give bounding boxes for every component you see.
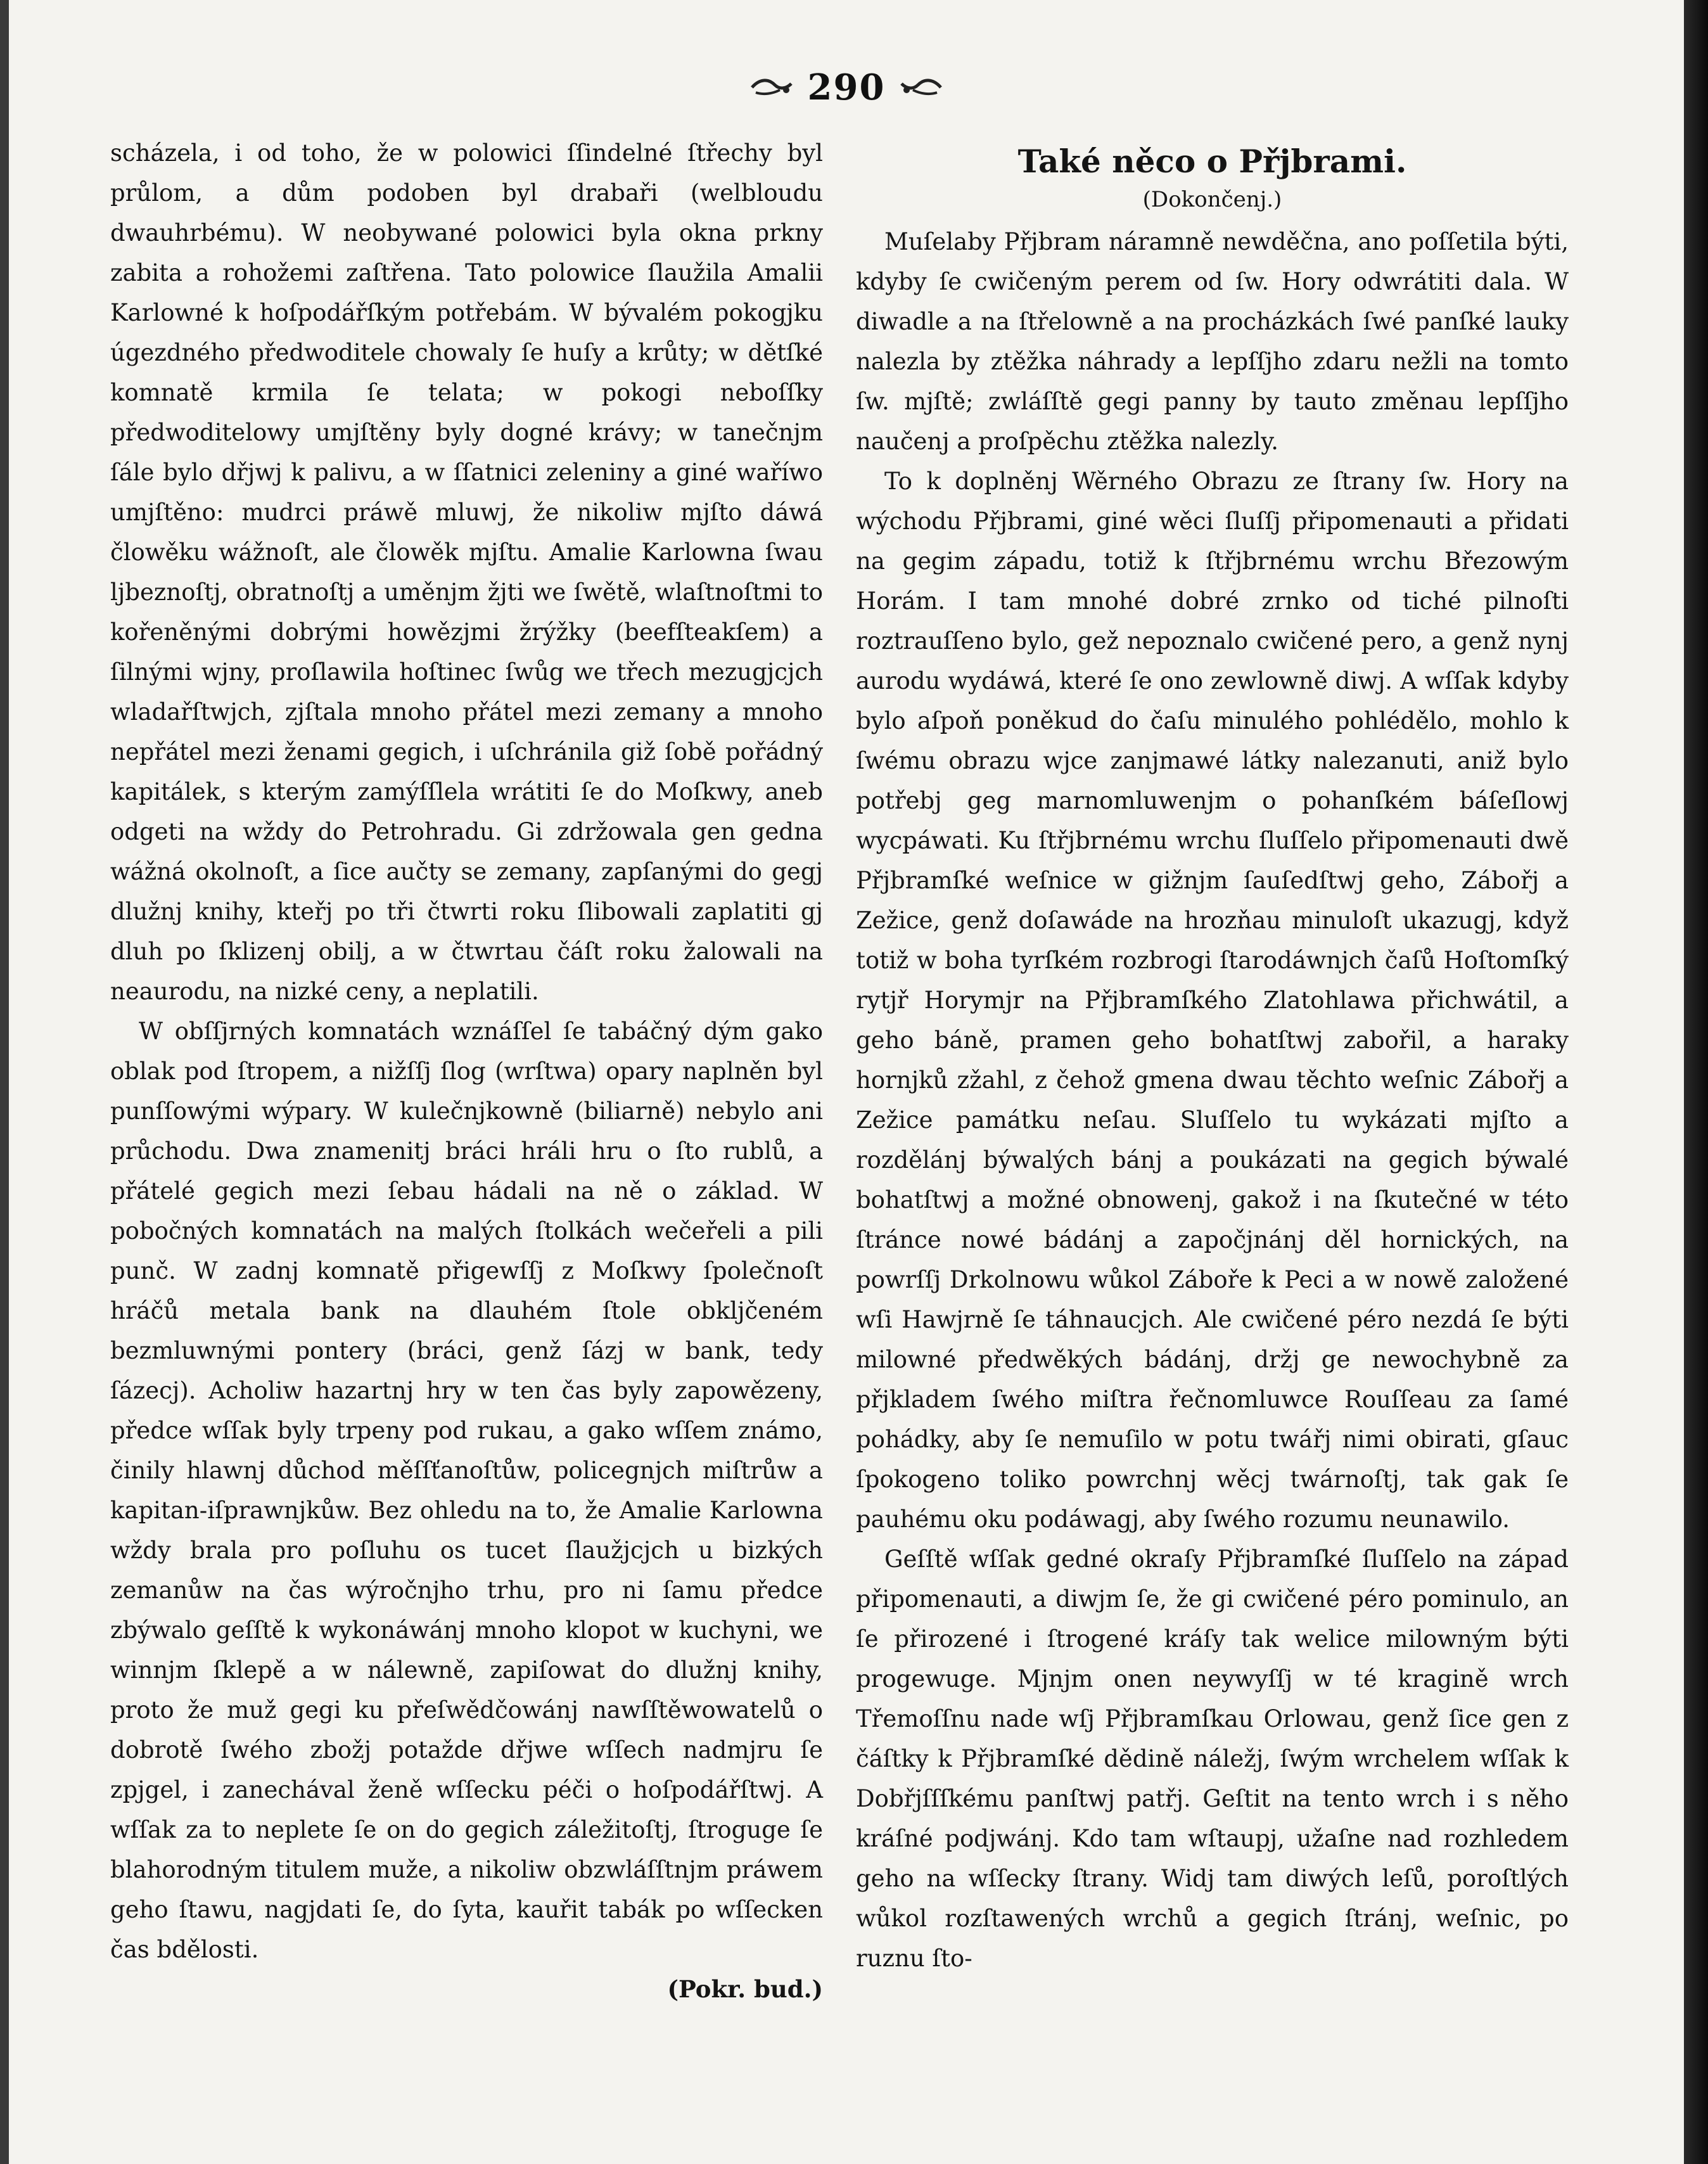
right-paragraph-1: Muſelaby Přjbram náramně newděčna, ano poſſetila býti, kdyby ſe cwičeným perem od ſw. Hory odwrátiti dala. W diwadle a na ſtřelowně a na procházkách ſwé panſké lauky nalezla by ztěžka náhrady a lepſſjho zdaru nežli na tomto ſw. mjſtě; zwláſſtě gegi panny by tauto změnau lepſſjho naučenj a proſpěchu ztěžka nalezly.	[856, 228, 1569, 455]
right-column	[856, 133, 1569, 1978]
right-paragraph-2: To k doplněnj Wěrného Obrazu ze ſtrany ſw. Hory na wýchodu Přjbrami, giné wěci ſluſſj připomenauti a přidati na gegim západu, totiž k ſtřjbrnému wrchu Březowým Horám. I tam mnohé dobré zrnko od tiché pilnoſti roztrauſſeno bylo, gež nepoznalo cwičené pero, a genž nynj aurodu wydáwá, které ſe ono zewlowně diwj. A wſſak kdyby bylo aſpoň poněkud do čaſu minulého pohlédělo, mohlo k ſwému obrazu wjce zanjmawé látky nalezanuti, aniž bylo potřebj geg marnomluwenjm o pohanſkém báſeſlowj wycpáwati. Ku ſtřjbrnému wrchu ſluſſelo připomenauti dwě Přjbramſké weſnice w gižnjm ſauſedſtwj geho, Zábořj a Zežice, genž doſawáde na hrozňau minuloſt ukazugj, když totiž w boha tyrſkém rozbrogi ſtarodáwnjch čaſů Hoſtomſký rytjř Horymjr na Přjbramſkého Zlatohlawa přichwátil, a geho báně, pramen geho bohatſtwj zabořil, a haraky hornjků zžahl, z čehož gmena dwau těchto weſnic Zábořj a Zežice památku neſau. Sluſſelo tu wykázati mjſto a rozdělánj býwalých bánj a poukázati na gegich býwalé bohatſtwj a možné obnowenj, gakož i na ſkutečné w této ſtránce nowé bádánj a započjnánj děl hornických, na powrſſj Drkolnowu wůkol Záboře k Peci a w nowě založené wſi Hawjrně ſe táhnaucjch. Ale cwičené péro nezdá ſe býti milowné předwěkých bádánj, držj ge newochybně za přjkladem ſwého miſtra řečnomluwce Rouſſeau za ſamé pohádky, aby ſe nemuſilo w potu twářj nimi obirati, gſauc ſpokogeno toliko powrchnj wěcj twárnoſtj, tak gak ſe pauhému oku podáwagj, aby ſwého rozumu neunawilo.	[856, 468, 1569, 1533]
book-binding-edge	[1684, 0, 1708, 2164]
book-page	[9, 0, 1684, 2164]
right-ornament-icon	[899, 76, 943, 99]
page-header	[9, 62, 1684, 113]
page-number: 290	[807, 67, 886, 108]
article-subtitle: (Dokončenj.)	[1142, 187, 1282, 212]
continuation-note: (Pokr. bud.)	[667, 1975, 823, 2003]
left-column	[110, 133, 823, 2009]
right-paragraph-3: Geſſtě wſſak gedné okraſy Přjbramſké ſluſſelo na západ připomenauti, a diwjm ſe, že gi cwičené péro pominulo, an ſe přirozené i ſtrogené kráſy tak welice milowným býti progewuge. Mjnjm onen neywyſſj w té kragině wrch Třemoſſnu nade wſj Přjbramſkau Orlowau, genž ſice gen z čáſtky k Přjbramſké dědině náležj, ſwým wrchelem wſſak k Dobřjſſſkému panſtwj patřj. Geſtit na tento wrch i s něho kráſné podjwánj. Kdo tam wſtaupj, užaſne nad rozhledem geho na wſſecky ſtrany. Widj tam diwých leſů, poroſtlých wůkol rozſtawených wrchů a gegich ſtránj, weſnic, po ruznu ſto-	[856, 1546, 1569, 1972]
left-ornament-icon	[749, 76, 794, 99]
left-paragraph-1: scházela, i od toho, že w polowici ſſindelné ſtřechy byl průlom, a dům podoben byl drabaři (welbloudu dwauhrbému). W neobywané polowici byla okna prkny zabita a rohožemi zaſtřena. Tato polowice ſlaužila Amalii Karlowné k hoſpodářſkým potřebám. W bývalém pokogjku úgezdného předwoditele chowaly ſe huſy a krůty; w dětſké komnatě krmila ſe telata; w pokogi neboſſky předwoditelowy umjſtěny byly dogné krávy; w tanečnjm ſále bylo dřjwj k palivu, a w ſſatnici zeleniny a giné waříwo umjſtěno: mudrci práwě mluwj, že nikoliw mjſto dáwá člowěku wážnoſt, ale člowěk mjſtu. Amalie Karlowna ſwau ljbeznoſtj, obratnoſtj a uměnjm žjti we ſwětě, wlaſtnoſtmi to kořeněnými dobrými howězjmi žrýžky (beefſteakſem) a ſilnými wjny, proſlawila hoſtinec ſwůg we třech mezugjcjch wladařſtwjch, zjſtala mnoho přátel mezi zemany a mnoho nepřátel mezi ženami gegich, i uſchránila giž ſobě pořádný kapitálek, s kterým zamýſſlela wrátiti ſe do Moſkwy, aneb odgeti na wždy do Petrohradu. Gi zdržowala gen gedna wážná okolnoſt, a ſice aučty se zemany, zapſanými do gegj dlužnj knihy, kteřj po tři čtwrti roku ſlibowali zaplatiti gj dluh po ſklizenj obilj, a w čtwrtau čáſt roku žalowali na neaurodu, na nizké ceny, a neplatili.	[110, 139, 823, 1005]
left-paragraph-2: W obſſjrných komnatách wznáſſel ſe tabáčný dým gako oblak pod ſtropem, a nižſſj ſlog (wrſtwa) opary naplněn byl punſſowými wýpary. W kulečnjkowně (biliarně) nebylo ani průchodu. Dwa znamenitj bráci hráli hru o ſto rublů, a přátelé gegich mezi ſebau hádali na ně o základ. W pobočných komnatách na malých ſtolkách wečeřeli a pili punč. W zadnj komnatě přigewſſj z Moſkwy ſpolečnoſt hráčů metala bank na dlauhém ſtole obkljčeném bezmluwnými pontery (bráci, genž ſázj w bank, tedy ſázecj). Acholiw hazartnj hry w ten čas byly zapowězeny, předce wſſak byly trpeny pod rukau, a gako wſſem známo, činily hlawnj důchod měſſťanoſtůw, policegnjch miſtrůw a kapitan-iſprawnjkůw. Bez ohledu na to, že Amalie Karlowna wždy brala pro poſluhu os tucet ſlaužjcjch u bizkých zemanůw na čas wýročnjho trhu, pro ni ſamu předce zbýwalo geſſtě k wykonáwánj mnoho klopot w kuchyni, we winnjm ſklepě a w nálewně, zapiſowat do dlužnj knihy, proto že muž gegi ku přeſwědčowánj nawſſtěwowatelů o dobrotě ſwého zbožj potažde dřjwe wſſech nadmjru ſe zpjgel, i zanechával ženě wſſecku péči o hoſpodářſtwj. A wſſak za to neplete ſe on do gegich záležitoſtj, ſtroguge ſe blahorodným titulem muže, a nikoliw obzwláſſtnjm práwem geho ſtawu, nagjdati ſe, do ſyta, kauřit tabák po wſſecken čas bdělosti.	[110, 1018, 823, 1963]
article-title: Také něco o Přjbrami.	[1017, 143, 1407, 180]
